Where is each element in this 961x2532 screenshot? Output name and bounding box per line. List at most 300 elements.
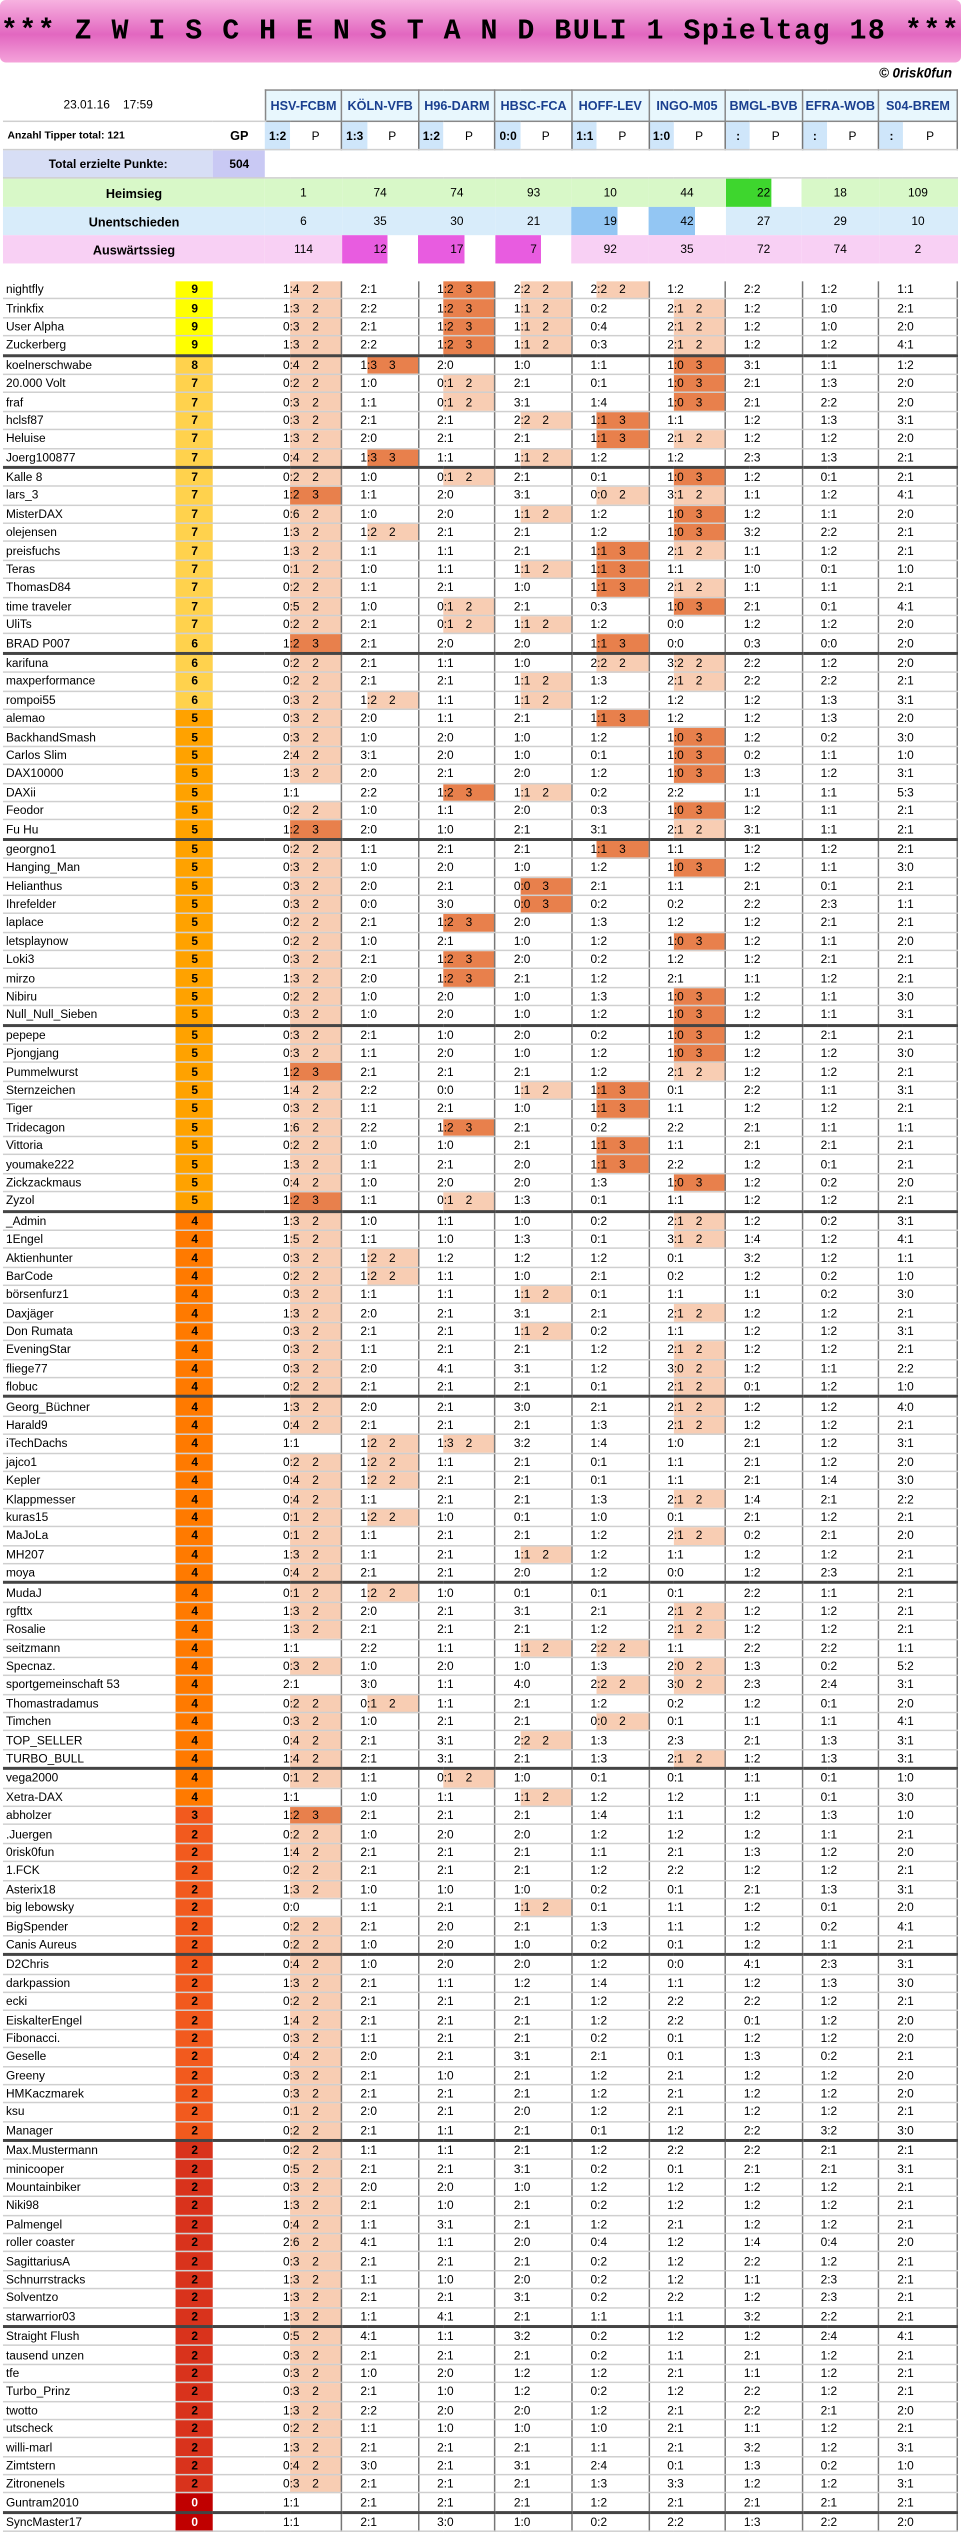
tipper-row bbox=[3, 1136, 957, 1154]
match-tip: 2:1 bbox=[649, 1304, 674, 1322]
match-tip: 1:2 bbox=[725, 1267, 750, 1285]
match-tip: 3:0 bbox=[879, 2121, 904, 2140]
match-tip: 1:3 bbox=[265, 1974, 290, 1992]
match-points: 2 bbox=[290, 2197, 342, 2215]
match-tip: 3:2 bbox=[725, 2438, 750, 2456]
tipper-row bbox=[3, 839, 957, 858]
match-tip: 0:2 bbox=[265, 1862, 290, 1880]
empty-cell bbox=[213, 877, 265, 895]
match-tip: 3:0 bbox=[495, 1397, 520, 1416]
total-points: 7 bbox=[176, 579, 213, 597]
match-points: 2 bbox=[290, 1173, 342, 1191]
match-tip: 1:2 bbox=[802, 2252, 827, 2270]
tipper-row bbox=[3, 374, 957, 392]
tipper-row bbox=[3, 1955, 957, 1974]
match-tip: 5:2 bbox=[879, 1657, 904, 1675]
match-tip: 2:1 bbox=[419, 2011, 444, 2029]
match-tip: 1:0 bbox=[342, 505, 367, 523]
draw-label: Unentschieden bbox=[3, 207, 265, 235]
match-tip: 2:1 bbox=[879, 542, 904, 560]
match-tip: 1:2 bbox=[725, 839, 750, 858]
match-tip: 0:2 bbox=[265, 616, 290, 634]
match-points: 3 bbox=[674, 765, 726, 783]
match-tip: 2:1 bbox=[342, 1025, 367, 1044]
match-tip: 2:1 bbox=[419, 1620, 444, 1638]
match-tip: 1:2 bbox=[572, 2084, 597, 2102]
empty-cell bbox=[725, 150, 802, 178]
match-tip: 2:1 bbox=[495, 2141, 520, 2160]
match-tip: 0:1 bbox=[572, 1471, 597, 1489]
match-tip: 2:1 bbox=[649, 1527, 674, 1545]
match-tip: 2:1 bbox=[495, 2346, 520, 2364]
match-tip: 1:1 bbox=[802, 1359, 827, 1377]
match-points: 2 bbox=[290, 746, 342, 764]
match-points: 2 bbox=[674, 579, 726, 597]
empty-cell bbox=[213, 1713, 265, 1731]
match-tip: 1:3 bbox=[419, 1434, 444, 1452]
tipper-row bbox=[3, 2270, 957, 2288]
match-tip: 0:5 bbox=[265, 2160, 290, 2178]
match-tip: 2:2 bbox=[572, 1676, 597, 1694]
match-tip: 1:3 bbox=[572, 1657, 597, 1675]
match-tip: 0:3 bbox=[265, 2084, 290, 2102]
total-points: 2 bbox=[176, 2178, 213, 2196]
match-tip: 2:1 bbox=[342, 317, 367, 335]
match-tip: 0:2 bbox=[572, 783, 597, 801]
total-points: 7 bbox=[176, 374, 213, 392]
total-points: 3 bbox=[176, 1806, 213, 1824]
match-tip: 1:1 bbox=[419, 1211, 444, 1230]
match-points: 2 bbox=[520, 317, 572, 335]
match-tip: 0:3 bbox=[265, 2066, 290, 2084]
match-points: 3 bbox=[290, 1806, 342, 1824]
match-tip: 2:1 bbox=[342, 2475, 367, 2493]
tipper-name: karifuna bbox=[3, 653, 176, 672]
match-tip: 1:1 bbox=[495, 1639, 520, 1657]
match-tip: 1:0 bbox=[495, 1657, 520, 1675]
match-tip: 2:1 bbox=[725, 393, 750, 411]
tipper-name: Palmengel bbox=[3, 2215, 176, 2233]
tipper-name: TOP_SELLER bbox=[3, 1731, 176, 1749]
tipper-name: Straight Flush bbox=[3, 2326, 176, 2345]
match-tip: 1:1 bbox=[725, 1769, 750, 1788]
total-points: 7 bbox=[176, 597, 213, 615]
tipper-name: Nibiru bbox=[3, 987, 176, 1005]
match-tip: 1:2 bbox=[725, 1063, 750, 1081]
match-tip: 2:1 bbox=[879, 1136, 904, 1154]
match-tip: 2:1 bbox=[419, 1304, 444, 1322]
tipper-name: georgno1 bbox=[3, 839, 176, 858]
empty-cell bbox=[572, 150, 649, 178]
match-tip: 0:3 bbox=[265, 895, 290, 913]
match-tip: 1:0 bbox=[419, 2383, 444, 2401]
match-tip: 1:2 bbox=[572, 1341, 597, 1359]
match-tip: 3:0 bbox=[879, 728, 904, 746]
match-tip: 1:2 bbox=[572, 523, 597, 541]
match-points: 2 bbox=[367, 1267, 419, 1285]
match-tip: 2:0 bbox=[879, 709, 904, 727]
match-tip: 1:2 bbox=[649, 2234, 674, 2252]
tipper-name: rompoi55 bbox=[3, 691, 176, 709]
match-tip: 0:3 bbox=[265, 858, 290, 876]
empty-cell bbox=[213, 2066, 265, 2084]
match-tip: 0:2 bbox=[265, 1136, 290, 1154]
empty-cell bbox=[213, 1267, 265, 1285]
match-tip: 0:1 bbox=[419, 467, 444, 486]
tipper-row bbox=[3, 672, 957, 690]
match-tip: 4:0 bbox=[879, 1397, 904, 1416]
tipper-name: Hanging_Man bbox=[3, 858, 176, 876]
match-tip: 1:2 bbox=[572, 1359, 597, 1377]
match-points: 2 bbox=[674, 820, 726, 839]
total-points: 5 bbox=[176, 801, 213, 819]
match-points: 3 bbox=[674, 1006, 726, 1025]
match-tip: 1:1 bbox=[725, 486, 750, 504]
tipper-name: lars_3 bbox=[3, 486, 176, 504]
total-points: 2 bbox=[176, 2011, 213, 2029]
match-tip: 2:2 bbox=[879, 1490, 904, 1508]
match-tip: 1:2 bbox=[725, 299, 750, 317]
match-tip: 2:1 bbox=[725, 1118, 750, 1136]
match-tip: 0:4 bbox=[265, 2456, 290, 2474]
tipper-name: Zyzol bbox=[3, 1192, 176, 1211]
match-tip: 2:1 bbox=[342, 2346, 367, 2364]
match-tip: 2:1 bbox=[879, 2178, 904, 2196]
match-tip: 2:0 bbox=[879, 317, 904, 335]
tipper-name: BarCode bbox=[3, 1267, 176, 1285]
match-tip: 0:1 bbox=[649, 1713, 674, 1731]
total-points: 5 bbox=[176, 1063, 213, 1081]
tipper-row bbox=[3, 2011, 957, 2029]
match-tip: 1:2 bbox=[419, 281, 444, 299]
total-points: 4 bbox=[176, 1713, 213, 1731]
match-points: 2 bbox=[290, 709, 342, 727]
match-tip: 2:1 bbox=[879, 523, 904, 541]
match-tip: 0:2 bbox=[265, 932, 290, 950]
match-points: 2 bbox=[290, 2121, 342, 2140]
match-tip: 1:1 bbox=[419, 1974, 444, 1992]
match-tip: 0:2 bbox=[572, 2160, 597, 2178]
match-points: 2 bbox=[290, 1006, 342, 1025]
tipper-row bbox=[3, 1304, 957, 1322]
match-points: 2 bbox=[290, 393, 342, 411]
match-tip: 0:1 bbox=[572, 1769, 597, 1788]
match-tip: 1:2 bbox=[725, 1359, 750, 1377]
match-tip: 2:1 bbox=[342, 2252, 367, 2270]
match-tip: 1:2 bbox=[725, 2084, 750, 2102]
empty-cell bbox=[213, 2326, 265, 2345]
match-tip: 0:2 bbox=[572, 951, 597, 969]
match-tip: 1:1 bbox=[802, 858, 827, 876]
match-tip: 1:0 bbox=[879, 2456, 904, 2474]
match-tip: 0:6 bbox=[265, 505, 290, 523]
match-tip: 1:2 bbox=[802, 2438, 827, 2456]
match-points: 3 bbox=[367, 355, 419, 374]
match-away-count: 35 bbox=[649, 235, 726, 263]
tipper-row bbox=[3, 505, 957, 523]
match-tip: 1:1 bbox=[342, 542, 367, 560]
match-tip: 2:1 bbox=[649, 1843, 674, 1861]
match-tip: 1:2 bbox=[725, 1211, 750, 1230]
match-tip: 0:1 bbox=[572, 374, 597, 392]
match-tip: 2:1 bbox=[342, 653, 367, 672]
match-tip: 1:2 bbox=[572, 1063, 597, 1081]
match-tip: 1:1 bbox=[495, 1285, 520, 1303]
match-tip: 1:2 bbox=[725, 1173, 750, 1191]
match-tip: 0:2 bbox=[265, 839, 290, 858]
match-points: 2 bbox=[290, 542, 342, 560]
match-tip: 0:1 bbox=[649, 1508, 674, 1526]
match-tip: 1:2 bbox=[572, 2493, 597, 2512]
empty-cell bbox=[213, 393, 265, 411]
match-tip: 1:3 bbox=[572, 1490, 597, 1508]
match-tip: 1:2 bbox=[649, 2326, 674, 2345]
match-tip: 1:2 bbox=[572, 448, 597, 467]
match-tip: 0:2 bbox=[572, 1118, 597, 1136]
match-tip: 1:1 bbox=[649, 1285, 674, 1303]
match-tip: 2:3 bbox=[802, 1564, 827, 1583]
tipper-name: laplace bbox=[3, 914, 176, 932]
match-tip: 1:2 bbox=[725, 411, 750, 429]
empty-cell bbox=[213, 820, 265, 839]
total-points: 2 bbox=[176, 2475, 213, 2493]
match-tip: 0:0 bbox=[572, 1713, 597, 1731]
tipper-row bbox=[3, 1453, 957, 1471]
empty-cell bbox=[213, 579, 265, 597]
match-tip: 3:1 bbox=[495, 486, 520, 504]
match-points: 2 bbox=[520, 1545, 572, 1563]
match-tip: 3:1 bbox=[419, 1731, 444, 1749]
empty-cell bbox=[213, 1620, 265, 1638]
match-tip: 2:2 bbox=[725, 1639, 750, 1657]
match-tip: 0:1 bbox=[572, 1230, 597, 1248]
tipper-name: rgfttx bbox=[3, 1602, 176, 1620]
match-points: 3 bbox=[597, 1136, 649, 1154]
match-tip: 1:2 bbox=[649, 1825, 674, 1843]
tipper-row bbox=[3, 448, 957, 467]
match-tip: 1:3 bbox=[342, 355, 367, 374]
match-tip: 0:2 bbox=[265, 1453, 290, 1471]
match-tip: 1:1 bbox=[265, 2493, 290, 2512]
match-tip: 2:1 bbox=[649, 2215, 674, 2233]
match-tip: 1:1 bbox=[725, 1713, 750, 1731]
match-tip: 0:2 bbox=[265, 1378, 290, 1397]
match-tip: 2:2 bbox=[879, 1359, 904, 1377]
match-tip: 1:2 bbox=[802, 1602, 827, 1620]
empty-cell bbox=[213, 1397, 265, 1416]
match-tip: 2:1 bbox=[495, 1992, 520, 2010]
match-tip: 1:1 bbox=[572, 1100, 597, 1118]
match-tip: 2:0 bbox=[419, 1935, 444, 1954]
match-tip: 2:3 bbox=[802, 895, 827, 913]
empty-cell bbox=[213, 1173, 265, 1191]
match-points: 2 bbox=[290, 299, 342, 317]
tipper-name: Turbo_Prinz bbox=[3, 2383, 176, 2401]
match-tip: 2:1 bbox=[879, 1025, 904, 1044]
total-points: 2 bbox=[176, 1862, 213, 1880]
tipper-name: D2Chris bbox=[3, 1955, 176, 1974]
match-points: 2 bbox=[290, 1490, 342, 1508]
total-points: 2 bbox=[176, 2103, 213, 2121]
match-tip: 2:2 bbox=[649, 1118, 674, 1136]
match-tip: 2:0 bbox=[419, 1044, 444, 1062]
match-tip: 2:1 bbox=[649, 2401, 674, 2419]
match-points: 2 bbox=[520, 1731, 572, 1749]
total-points: 9 bbox=[176, 299, 213, 317]
match-points: 2 bbox=[290, 1341, 342, 1359]
total-points: 2 bbox=[176, 2160, 213, 2178]
match-tip: 1:2 bbox=[342, 1471, 367, 1489]
match-tip: 2:1 bbox=[725, 1508, 750, 1526]
match-tip: 1:3 bbox=[495, 1230, 520, 1248]
match-tip: 1:3 bbox=[572, 1750, 597, 1769]
match-tip: 2:1 bbox=[879, 1935, 904, 1954]
match-tip: 1:2 bbox=[649, 2197, 674, 2215]
tipper-row bbox=[3, 1564, 957, 1583]
match-points: 2 bbox=[597, 1639, 649, 1657]
match-tip: 1:1 bbox=[572, 579, 597, 597]
empty-cell bbox=[213, 355, 265, 374]
match-tip: 2:1 bbox=[342, 1862, 367, 1880]
match-tip: 2:1 bbox=[649, 1211, 674, 1230]
match-points: 3 bbox=[597, 1081, 649, 1099]
match-tip: 1:2 bbox=[572, 691, 597, 709]
total-points: 4 bbox=[176, 1788, 213, 1806]
match-tip: 2:1 bbox=[419, 1063, 444, 1081]
tipper-row bbox=[3, 616, 957, 634]
match-tip: 1:0 bbox=[342, 2364, 367, 2382]
match-points: 2 bbox=[674, 1527, 726, 1545]
empty-cell bbox=[213, 1657, 265, 1675]
total-points: 2 bbox=[176, 2419, 213, 2437]
empty-cell bbox=[213, 467, 265, 486]
total-points: 5 bbox=[176, 765, 213, 783]
total-points: 4 bbox=[176, 1397, 213, 1416]
tipper-row bbox=[3, 1081, 957, 1099]
match-points: 3 bbox=[674, 1173, 726, 1191]
match-tip: 1:3 bbox=[265, 2307, 290, 2326]
match-tip: 1:1 bbox=[649, 411, 674, 429]
total-points: 2 bbox=[176, 1974, 213, 1992]
match-tip: 2:1 bbox=[495, 2066, 520, 2084]
match-tip: 2:2 bbox=[649, 2512, 674, 2531]
total-points: 4 bbox=[176, 1602, 213, 1620]
match-tip: 1:1 bbox=[802, 355, 827, 374]
match-tip: 1:3 bbox=[265, 1155, 290, 1173]
match-tip: 1:2 bbox=[725, 1304, 750, 1322]
match-tip: 1:2 bbox=[802, 765, 827, 783]
match-tip: 1:1 bbox=[265, 783, 290, 801]
match-tip: 2:1 bbox=[725, 2160, 750, 2178]
spacer-cell bbox=[3, 263, 957, 281]
total-points: 5 bbox=[176, 1136, 213, 1154]
tipper-name: Fibonacci. bbox=[3, 2029, 176, 2047]
match-points: 2 bbox=[290, 1081, 342, 1099]
match-home-count: 74 bbox=[342, 178, 419, 207]
match-tip: 1:1 bbox=[649, 1974, 674, 1992]
match-tip: 1:2 bbox=[725, 1899, 750, 1917]
total-points-value: 504 bbox=[213, 150, 265, 178]
match-tip: 0:1 bbox=[649, 2160, 674, 2178]
empty-cell bbox=[213, 1006, 265, 1025]
tipper-row bbox=[3, 2419, 957, 2437]
match-tip: 1:2 bbox=[725, 1602, 750, 1620]
match-points: 2 bbox=[290, 1657, 342, 1675]
match-points: 2 bbox=[674, 336, 726, 355]
empty-cell bbox=[213, 2383, 265, 2401]
empty-cell bbox=[213, 783, 265, 801]
match-tip: 2:1 bbox=[879, 1862, 904, 1880]
match-points: 2 bbox=[290, 1322, 342, 1340]
match-tip: 1:1 bbox=[725, 579, 750, 597]
match-tip: 2:0 bbox=[495, 801, 520, 819]
empty-cell bbox=[213, 1100, 265, 1118]
match-tip: 0:3 bbox=[572, 801, 597, 819]
empty-cell bbox=[213, 1564, 265, 1583]
match-tip: 3:1 bbox=[495, 2289, 520, 2307]
match-points: 3 bbox=[597, 430, 649, 448]
match-tip: 2:4 bbox=[802, 1676, 827, 1694]
tipper-name: 20.000 Volt bbox=[3, 374, 176, 392]
match-tip: 2:2 bbox=[342, 1081, 367, 1099]
match-tip: 2:1 bbox=[419, 2493, 444, 2512]
empty-cell bbox=[213, 2048, 265, 2066]
empty-cell bbox=[213, 746, 265, 764]
match-tip: 2:1 bbox=[879, 2215, 904, 2233]
match-points: 2 bbox=[290, 2307, 342, 2326]
match-tip: 1:2 bbox=[725, 1322, 750, 1340]
match-tip: 1:3 bbox=[802, 1880, 827, 1898]
match-tip: 0:0 bbox=[649, 1955, 674, 1974]
match-tip: 1:2 bbox=[572, 932, 597, 950]
match-tip: 2:2 bbox=[725, 2252, 750, 2270]
match-tip: 2:1 bbox=[649, 672, 674, 690]
match-tip: 1:2 bbox=[725, 2289, 750, 2307]
match-tip: 1:2 bbox=[802, 2364, 827, 2382]
match-tip: 1:2 bbox=[572, 2401, 597, 2419]
empty-cell bbox=[213, 1155, 265, 1173]
match-tip: 1:2 bbox=[495, 2383, 520, 2401]
match-points: 2 bbox=[674, 486, 726, 504]
match-tip: 1:1 bbox=[342, 1341, 367, 1359]
match-tip: 4:1 bbox=[419, 1359, 444, 1377]
match-home-count: 10 bbox=[572, 178, 649, 207]
match-tip: 3:1 bbox=[495, 2160, 520, 2178]
match-points: 2 bbox=[290, 579, 342, 597]
match-tip: 2:1 bbox=[419, 1341, 444, 1359]
match-tip: 2:1 bbox=[419, 2029, 444, 2047]
empty-cell bbox=[213, 1434, 265, 1452]
match-away-count: 12 bbox=[342, 235, 419, 263]
match-tip: 0:1 bbox=[802, 1155, 827, 1173]
total-points: 4 bbox=[176, 1267, 213, 1285]
tipper-row bbox=[3, 1322, 957, 1340]
total-points: 6 bbox=[176, 634, 213, 653]
tipper-row bbox=[3, 2234, 957, 2252]
spacer-row bbox=[3, 263, 957, 281]
match-tip: 0:1 bbox=[495, 1508, 520, 1526]
match-team-header: KÖLN-VFB bbox=[342, 90, 419, 121]
match-tip: 4:1 bbox=[879, 597, 904, 615]
match-tip: 1:4 bbox=[725, 2234, 750, 2252]
empty-cell bbox=[213, 1081, 265, 1099]
match-points: 2 bbox=[290, 505, 342, 523]
match-tip: 1:3 bbox=[802, 1731, 827, 1749]
match-tip: 0:2 bbox=[265, 1917, 290, 1935]
match-tip: 2:1 bbox=[419, 1322, 444, 1340]
tipper-name: utscheck bbox=[3, 2419, 176, 2437]
empty-cell bbox=[213, 1843, 265, 1861]
